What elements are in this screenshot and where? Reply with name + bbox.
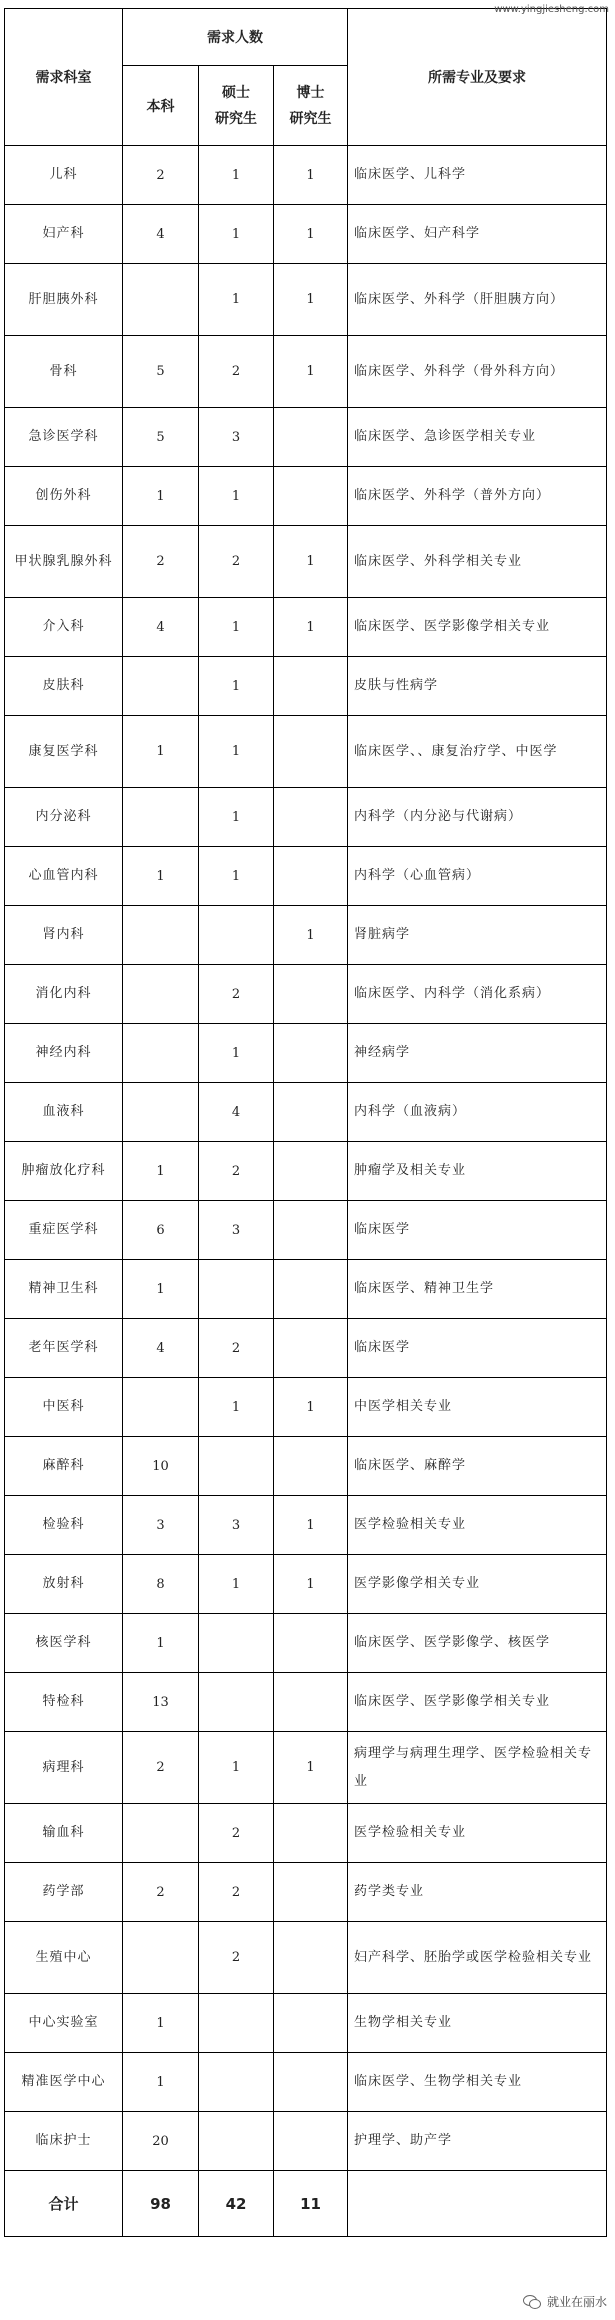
recruitment-table <box>4 8 607 2237</box>
table-row <box>5 2053 607 2112</box>
master-cell: 2 <box>199 526 274 598</box>
doctor-cell: 1 <box>274 1496 348 1555</box>
wechat-icon <box>523 2295 541 2309</box>
watermark: www.yingjiesheng.com <box>494 4 609 15</box>
header-doctor: 博士 研究生 <box>274 66 348 146</box>
doctor-cell <box>274 1614 348 1673</box>
bachelor-cell: 1 <box>123 1260 199 1319</box>
master-cell: 1 <box>199 788 274 847</box>
master-cell: 2 <box>199 1922 274 1994</box>
doctor-cell <box>274 1201 348 1260</box>
table-row <box>5 1922 607 1994</box>
master-cell: 1 <box>199 1024 274 1083</box>
bachelor-cell: 2 <box>123 146 199 205</box>
dept-cell: 内分泌科 <box>5 788 123 847</box>
bachelor-cell <box>123 965 199 1024</box>
requirement-cell: 内科学（内分泌与代谢病） <box>348 788 607 847</box>
dept-cell: 特检科 <box>5 1673 123 1732</box>
requirement-cell: 医学影像学相关专业 <box>348 1555 607 1614</box>
doctor-cell: 1 <box>274 1378 348 1437</box>
bachelor-cell: 13 <box>123 1673 199 1732</box>
total-master: 42 <box>199 2171 274 2237</box>
master-cell: 1 <box>199 1732 274 1804</box>
bachelor-cell: 1 <box>123 847 199 906</box>
master-cell: 1 <box>199 264 274 336</box>
master-cell: 2 <box>199 1319 274 1378</box>
requirement-cell: 生物学相关专业 <box>348 1994 607 2053</box>
doctor-cell <box>274 965 348 1024</box>
bachelor-cell <box>123 1804 199 1863</box>
dept-cell: 中心实验室 <box>5 1994 123 2053</box>
dept-cell: 消化内科 <box>5 965 123 1024</box>
bachelor-cell: 10 <box>123 1437 199 1496</box>
bachelor-cell: 20 <box>123 2112 199 2171</box>
requirement-cell: 临床医学、外科学（肝胆胰方向） <box>348 264 607 336</box>
bachelor-cell: 4 <box>123 205 199 264</box>
requirement-cell: 临床医学、儿科学 <box>348 146 607 205</box>
master-cell: 2 <box>199 1863 274 1922</box>
requirement-cell: 临床医学 <box>348 1201 607 1260</box>
requirement-cell: 临床医学、医学影像学相关专业 <box>348 1673 607 1732</box>
bachelor-cell <box>123 264 199 336</box>
bachelor-cell: 5 <box>123 408 199 467</box>
table-row <box>5 205 607 264</box>
dept-cell: 肿瘤放化疗科 <box>5 1142 123 1201</box>
table-row <box>5 1378 607 1437</box>
table-row <box>5 847 607 906</box>
table-row <box>5 1201 607 1260</box>
requirement-cell: 中医学相关专业 <box>348 1378 607 1437</box>
bachelor-cell: 5 <box>123 336 199 408</box>
table-row <box>5 264 607 336</box>
master-cell: 1 <box>199 716 274 788</box>
dept-cell: 老年医学科 <box>5 1319 123 1378</box>
table-row <box>5 1260 607 1319</box>
dept-cell: 心血管内科 <box>5 847 123 906</box>
doctor-cell <box>274 1673 348 1732</box>
header-master: 硕士 研究生 <box>199 66 274 146</box>
table-row <box>5 1804 607 1863</box>
dept-cell: 精神卫生科 <box>5 1260 123 1319</box>
dept-cell: 康复医学科 <box>5 716 123 788</box>
dept-cell: 皮肤科 <box>5 657 123 716</box>
master-cell: 2 <box>199 965 274 1024</box>
requirement-cell: 临床医学、医学影像学相关专业 <box>348 598 607 657</box>
doctor-cell: 1 <box>274 906 348 965</box>
master-cell: 3 <box>199 408 274 467</box>
requirement-cell: 临床医学、妇产科学 <box>348 205 607 264</box>
doctor-cell: 1 <box>274 264 348 336</box>
bachelor-cell <box>123 1378 199 1437</box>
total-bachelor: 98 <box>123 2171 199 2237</box>
master-cell <box>199 1437 274 1496</box>
table-body <box>5 146 607 2237</box>
requirement-cell: 临床医学、急诊医学相关专业 <box>348 408 607 467</box>
bachelor-cell <box>123 1922 199 1994</box>
dept-cell: 骨科 <box>5 336 123 408</box>
dept-cell: 介入科 <box>5 598 123 657</box>
doctor-cell <box>274 657 348 716</box>
master-cell <box>199 906 274 965</box>
doctor-cell <box>274 1437 348 1496</box>
header-demand: 需求人数 <box>123 9 348 66</box>
bachelor-cell: 2 <box>123 1732 199 1804</box>
table-row <box>5 716 607 788</box>
bachelor-cell <box>123 657 199 716</box>
bachelor-cell <box>123 788 199 847</box>
total-label: 合计 <box>5 2171 123 2237</box>
table-row <box>5 1024 607 1083</box>
dept-cell: 麻醉科 <box>5 1437 123 1496</box>
dept-cell: 肾内科 <box>5 906 123 965</box>
doctor-cell <box>274 1804 348 1863</box>
table-row <box>5 1673 607 1732</box>
table-row <box>5 146 607 205</box>
requirement-cell: 妇产科学、胚胎学或医学检验相关专业 <box>348 1922 607 1994</box>
master-cell: 1 <box>199 1555 274 1614</box>
dept-cell: 急诊医学科 <box>5 408 123 467</box>
requirement-cell: 临床医学、生物学相关专业 <box>348 2053 607 2112</box>
doctor-cell <box>274 2053 348 2112</box>
requirement-cell: 临床医学、、康复治疗学、中医学 <box>348 716 607 788</box>
footer-brand <box>523 2293 607 2310</box>
doctor-cell <box>274 788 348 847</box>
requirement-cell: 内科学（血液病） <box>348 1083 607 1142</box>
table-row <box>5 408 607 467</box>
requirement-cell: 肿瘤学及相关专业 <box>348 1142 607 1201</box>
dept-cell: 输血科 <box>5 1804 123 1863</box>
master-cell: 1 <box>199 205 274 264</box>
master-cell <box>199 2112 274 2171</box>
master-cell: 1 <box>199 847 274 906</box>
table-row <box>5 2112 607 2171</box>
master-cell <box>199 1614 274 1673</box>
requirement-cell: 临床医学、医学影像学、核医学 <box>348 1614 607 1673</box>
table-row <box>5 1437 607 1496</box>
doctor-cell <box>274 408 348 467</box>
bachelor-cell: 1 <box>123 2053 199 2112</box>
requirement-cell: 临床医学、精神卫生学 <box>348 1260 607 1319</box>
table-row <box>5 788 607 847</box>
doctor-cell <box>274 1024 348 1083</box>
doctor-cell <box>274 1863 348 1922</box>
bachelor-cell: 2 <box>123 1863 199 1922</box>
doctor-cell: 1 <box>274 1732 348 1804</box>
master-cell: 3 <box>199 1496 274 1555</box>
table-row <box>5 1614 607 1673</box>
dept-cell: 重症医学科 <box>5 1201 123 1260</box>
table-row <box>5 1319 607 1378</box>
master-cell: 4 <box>199 1083 274 1142</box>
table-row <box>5 1863 607 1922</box>
master-cell <box>199 1994 274 2053</box>
dept-cell: 甲状腺乳腺外科 <box>5 526 123 598</box>
doctor-cell <box>274 1994 348 2053</box>
doctor-cell: 1 <box>274 336 348 408</box>
table-row <box>5 598 607 657</box>
doctor-cell <box>274 716 348 788</box>
dept-cell: 临床护士 <box>5 2112 123 2171</box>
master-cell: 1 <box>199 1378 274 1437</box>
master-cell <box>199 1673 274 1732</box>
requirement-cell: 临床医学、外科学（普外方向） <box>348 467 607 526</box>
master-cell <box>199 2053 274 2112</box>
bachelor-cell: 4 <box>123 1319 199 1378</box>
requirement-cell: 皮肤与性病学 <box>348 657 607 716</box>
master-cell: 3 <box>199 1201 274 1260</box>
header-requirement: 所需专业及要求 <box>348 9 607 146</box>
doctor-cell: 1 <box>274 1555 348 1614</box>
table-row <box>5 657 607 716</box>
table-row <box>5 1555 607 1614</box>
table-row <box>5 1142 607 1201</box>
doctor-cell <box>274 847 348 906</box>
doctor-cell <box>274 1083 348 1142</box>
master-cell: 1 <box>199 598 274 657</box>
requirement-cell: 医学检验相关专业 <box>348 1804 607 1863</box>
doctor-cell: 1 <box>274 146 348 205</box>
table-row <box>5 336 607 408</box>
table-row <box>5 1732 607 1804</box>
doctor-cell <box>274 467 348 526</box>
requirement-cell: 肾脏病学 <box>348 906 607 965</box>
master-cell <box>199 1260 274 1319</box>
bachelor-cell: 4 <box>123 598 199 657</box>
bachelor-cell: 1 <box>123 716 199 788</box>
doctor-cell: 1 <box>274 598 348 657</box>
requirement-cell: 病理学与病理生理学、医学检验相关专业 <box>348 1732 607 1804</box>
requirement-cell: 药学类专业 <box>348 1863 607 1922</box>
dept-cell: 药学部 <box>5 1863 123 1922</box>
dept-cell: 检验科 <box>5 1496 123 1555</box>
total-doctor: 11 <box>274 2171 348 2237</box>
dept-cell: 放射科 <box>5 1555 123 1614</box>
bachelor-cell: 3 <box>123 1496 199 1555</box>
doctor-cell <box>274 2112 348 2171</box>
dept-cell: 中医科 <box>5 1378 123 1437</box>
table-row <box>5 906 607 965</box>
table-row <box>5 467 607 526</box>
doctor-cell <box>274 1142 348 1201</box>
doctor-cell <box>274 1319 348 1378</box>
bachelor-cell: 1 <box>123 1614 199 1673</box>
bachelor-cell: 6 <box>123 1201 199 1260</box>
requirement-cell: 临床医学 <box>348 1319 607 1378</box>
table-row <box>5 1994 607 2053</box>
doctor-cell: 1 <box>274 205 348 264</box>
requirement-cell: 医学检验相关专业 <box>348 1496 607 1555</box>
requirement-cell: 临床医学、外科学相关专业 <box>348 526 607 598</box>
bachelor-cell: 1 <box>123 467 199 526</box>
master-cell: 2 <box>199 1804 274 1863</box>
requirement-cell: 神经病学 <box>348 1024 607 1083</box>
requirement-cell: 临床医学、内科学（消化系病） <box>348 965 607 1024</box>
master-cell: 1 <box>199 146 274 205</box>
requirement-cell: 内科学（心血管病） <box>348 847 607 906</box>
total-requirement <box>348 2171 607 2237</box>
bachelor-cell <box>123 1024 199 1083</box>
header-bachelor: 本科 <box>123 66 199 146</box>
bachelor-cell <box>123 1083 199 1142</box>
dept-cell: 创伤外科 <box>5 467 123 526</box>
footer-brand-label: 就业在丽水 <box>546 2295 607 2309</box>
bachelor-cell: 1 <box>123 1994 199 2053</box>
doctor-cell <box>274 1922 348 1994</box>
dept-cell: 血液科 <box>5 1083 123 1142</box>
header-dept: 需求科室 <box>5 9 123 146</box>
master-cell: 2 <box>199 1142 274 1201</box>
doctor-cell <box>274 1260 348 1319</box>
requirement-cell: 临床医学、外科学（骨外科方向） <box>348 336 607 408</box>
table-row <box>5 1496 607 1555</box>
dept-cell: 生殖中心 <box>5 1922 123 1994</box>
dept-cell: 儿科 <box>5 146 123 205</box>
dept-cell: 病理科 <box>5 1732 123 1804</box>
dept-cell: 肝胆胰外科 <box>5 264 123 336</box>
table-row <box>5 1083 607 1142</box>
bachelor-cell <box>123 906 199 965</box>
table-row <box>5 965 607 1024</box>
requirement-cell: 临床医学、麻醉学 <box>348 1437 607 1496</box>
requirement-cell: 护理学、助产学 <box>348 2112 607 2171</box>
dept-cell: 妇产科 <box>5 205 123 264</box>
dept-cell: 神经内科 <box>5 1024 123 1083</box>
master-cell: 1 <box>199 467 274 526</box>
bachelor-cell: 8 <box>123 1555 199 1614</box>
dept-cell: 精准医学中心 <box>5 2053 123 2112</box>
total-row <box>5 2171 607 2237</box>
doctor-cell: 1 <box>274 526 348 598</box>
bachelor-cell: 1 <box>123 1142 199 1201</box>
master-cell: 2 <box>199 336 274 408</box>
dept-cell: 核医学科 <box>5 1614 123 1673</box>
bachelor-cell: 2 <box>123 526 199 598</box>
master-cell: 1 <box>199 657 274 716</box>
table-row <box>5 526 607 598</box>
